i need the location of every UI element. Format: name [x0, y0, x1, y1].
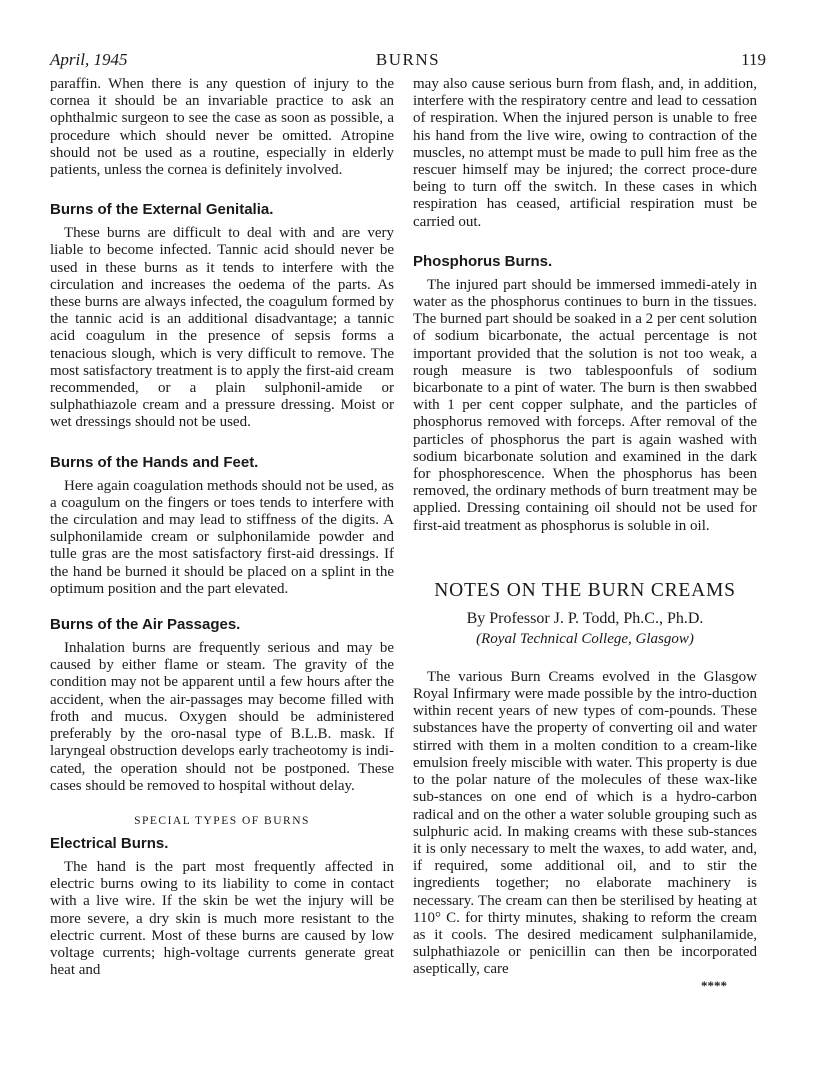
- paragraph-electrical: The hand is the part most frequently affected in electric burns owing to its liability to come in contact with a live wire. If the skin be wet the injury will be more severe, a dry skin is much more resistant to the electric current. Most of these burns are caused by low voltage currents; high-voltage currents generate great heat and: [50, 858, 394, 979]
- right-column: [413, 76, 757, 993]
- left-column: [50, 76, 394, 979]
- article-byline: By Professor J. P. Todd, Ph.C., Ph.D.: [466, 609, 704, 627]
- paragraph-genitalia: These burns are difficult to deal with and are very liable to become infected. Tannic acid should never be used in these burns as it tends to interfere with the circulation and increases the oedema of the parts. As these burns are always infected, the coagulum formed by the tannic acid is an additional disadvantage; a tannic acid coagulum in the presence of sepsis forms a tenacious slough, which is very difficult to remove. The most satisfactory treatment is to apply the first-aid cream recommended, or a plain sulphonil-amide or sulphathiazole cream and a pressure dressing. Moist or wet dressings should not be used.: [50, 225, 394, 431]
- heading-electrical: Electrical Burns.: [50, 834, 169, 852]
- heading-air-passages: Burns of the Air Passages.: [50, 616, 241, 634]
- article-body: The various Burn Creams evolved in the Glasgow Royal Infirmary were made possible by the intro-duction within recent years of new types of com-pounds. These substances have the property of converting oil and water stirred with them in a molten condition to a cream-like emulsion freely miscible with water. This property is due to the polar nature of the molecules of these wax-like sub-stances on one end of which is a hydro-carbon radical and on the other a water soluble grouping such as sulphuric acid. In making creams with these sub-stances it is only necessary to melt the waxes, to add water, and, if required, some additional oil, and to stir the ingredients together; no elaborate machinery is necessary. The cream can then be sterilised by heating at 110° C. for thirty minutes, shaking to reform the cream as it cools. The desired medicament sulphanilamide, sulphathiazole or penicillin can then be incorporated aseptically, care: [413, 668, 757, 978]
- running-title: BURNS: [375, 50, 441, 69]
- paragraph-air-passages: Inhalation burns are frequently serious and may be caused by either flame or steam. The gravity of the condition may not be apparent until a few hours after the accident, when the air-passages may become filled with froth and mucus. Oxygen should be administered preferably by the oro-nasal type of B.L.B. mask. If laryngeal obstruction develops early tracheotomy is indi-cated, the operation should not be postponed. These cases should be removed to hospital without delay.: [50, 640, 394, 794]
- section-heading-special-types: SPECIAL TYPES OF BURNS: [134, 814, 310, 827]
- heading-phosphorus: Phosphorus Burns.: [413, 252, 553, 270]
- heading-genitalia: Burns of the External Genitalia.: [50, 201, 274, 219]
- heading-hands-feet: Burns of the Hands and Feet.: [50, 453, 259, 471]
- page-header: [50, 50, 766, 74]
- issue-date: April, 1945: [50, 50, 128, 69]
- paragraph-electrical-continued: may also cause serious burn from flash, and, in addition, interfere with the respiratory centre and lead to cessation of respiration. When the injured person is unable to free his hand from the live wire, owing to contraction of the muscles, no attempt must be made to pull him free as the rescuer himself may be injured; the correct proce-dure being to turn off the switch. In these cases in which respiration has ceased, artificial respiration must be carried out.: [413, 76, 757, 230]
- end-marker-stars: ****: [701, 977, 727, 993]
- paragraph-phosphorus: The injured part should be immersed immedi-ately in water as the phosphorus continues to burn in the tissues. The burned part should be soaked in a 2 per cent solution of sodium bicarbonate, the actual percentage is not important provided that the solution is not too weak, a rough measure is two tablespoonfuls of sodium bicarbonate to a pint of water. The burn is then swabbed with 1 per cent copper sulphate, and the particles of phosphorus removed with forceps. After removal of the particles of phosphorus the part is again washed with sodium bicarbonate solution and examined in the dark for phosphorescence. When the phosphorus has been removed, the ordinary methods of burn treatment may be applied. Dressing containing oil should not be used for first-aid treatment as phosphorus is soluble in oil.: [413, 276, 757, 534]
- page-number: 119: [741, 50, 766, 69]
- article-affiliation: (Royal Technical College, Glasgow): [476, 630, 694, 647]
- article-title: NOTES ON THE BURN CREAMS: [434, 579, 736, 601]
- paragraph-hands-feet: Here again coagulation methods should not be used, as a coagulum on the fingers or toes tends to interfere with the circulation and may lead to stiffness of the digits. A sulphonilamide cream or sulphonilamide powder and tulle gras are the most satisfactory first-aid dressings. If the hand be burned it should be placed on a splint in the optimum position and the part elevated.: [50, 477, 394, 597]
- intro-paragraph: paraffin. When there is any question of injury to the cornea it should be an invariable practice to ask an ophthalmic surgeon to see the case as soon as possible, a procedure which should never be omitted. Atropine should not be used as a routine, especially in elderly patients, unless the cornea is definitely involved.: [50, 76, 394, 179]
